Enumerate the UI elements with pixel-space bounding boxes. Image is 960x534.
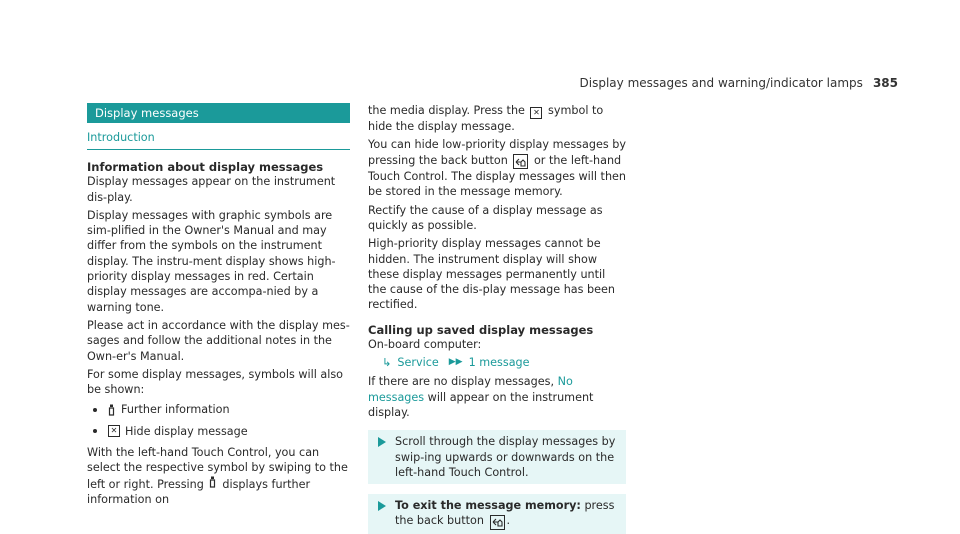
step-arrow-icon xyxy=(378,437,386,447)
info-icon xyxy=(106,404,117,416)
paragraph-text: the media display. Press the xyxy=(368,104,525,117)
paragraph: Display messages appear on the instrument dis-play. xyxy=(87,175,336,204)
step-text-rest: press the back button xyxy=(395,499,615,528)
paragraph xyxy=(368,103,626,134)
right-column xyxy=(368,103,626,534)
return-arrow-icon: ↳ xyxy=(382,356,392,370)
menu-path xyxy=(382,355,626,370)
bullet-dot xyxy=(93,429,97,433)
double-chevron-icon: ▶▶ xyxy=(448,357,463,368)
heading-info-display-messages: Information about display messages xyxy=(87,160,324,175)
paragraph-text: will appear on the instrument display. xyxy=(368,390,594,419)
paragraph xyxy=(368,137,626,199)
paragraph-text: If there are no display messages, xyxy=(368,375,555,389)
close-x-icon: ✕ xyxy=(108,425,120,437)
heading-calling-up-messages: Calling up saved display messages xyxy=(368,322,594,337)
paragraph-text: You can hide low-priority display messages by pressing the back button xyxy=(368,138,626,167)
page-number: 385 xyxy=(872,76,898,90)
running-title: Display messages and warning/indicator lamps xyxy=(579,76,863,90)
no-messages-text: No messages xyxy=(368,375,573,404)
back-button-icon xyxy=(513,154,528,169)
menu-item-service: Service xyxy=(397,356,439,370)
paragraph-text: With the left-hand Touch Control, you can select the respective symbol by swiping to the left or right. Pressing xyxy=(87,446,348,491)
paragraph-text: or the left-hand Touch Control. The display messages will then be stored in the message memory. xyxy=(368,153,627,199)
close-x-icon: ✕ xyxy=(530,107,542,119)
section-title: Display messages xyxy=(87,103,350,123)
paragraph xyxy=(368,374,626,420)
step-text-end: . xyxy=(506,514,511,528)
back-button-icon xyxy=(490,515,505,530)
paragraph-text: symbol to hide the display message. xyxy=(368,104,604,133)
instruction-step xyxy=(368,430,626,484)
bullet-label: Further information xyxy=(121,403,230,417)
paragraph: High-priority display messages cannot be hidden. The instrument display will show these display messages permanently until the cause of the dis-play message has been rectified. xyxy=(368,237,615,312)
paragraph: For some display messages, symbols will also be shown: xyxy=(87,367,344,397)
instruction-step xyxy=(368,494,626,534)
step-text xyxy=(395,498,626,530)
step-arrow-icon xyxy=(378,501,386,511)
step-bold-text: To exit the message memory: xyxy=(395,499,581,513)
list-item xyxy=(93,402,350,417)
info-icon xyxy=(207,476,218,488)
step-text: Scroll through the display messages by swip-ing upwards or downwards on the left-hand Touch Control. xyxy=(395,435,616,479)
paragraph xyxy=(87,445,350,507)
list-item xyxy=(93,424,350,439)
subsection-title: Introduction xyxy=(87,130,350,150)
page-header xyxy=(580,76,898,90)
paragraph: Please act in accordance with the display mes-sages and follow the additional notes in the Own-er's Manual. xyxy=(87,318,350,363)
paragraph: Display messages with graphic symbols are sim-plified in the Owner's Manual and may differ from the symbols on the instrument display. The instru-ment display shows high-priority display messages in red. Certain display messages are accompa-nied by a warning tone. xyxy=(87,208,336,314)
menu-item-messages: 1 message xyxy=(468,356,530,370)
bullet-label: Hide display message xyxy=(125,424,248,438)
obc-label: On-board computer: xyxy=(368,337,482,351)
paragraph-text: displays further information on xyxy=(87,477,311,506)
bullet-dot xyxy=(93,408,97,412)
left-column xyxy=(87,103,350,510)
paragraph: Rectify the cause of a display message as quickly as possible. xyxy=(368,203,603,232)
